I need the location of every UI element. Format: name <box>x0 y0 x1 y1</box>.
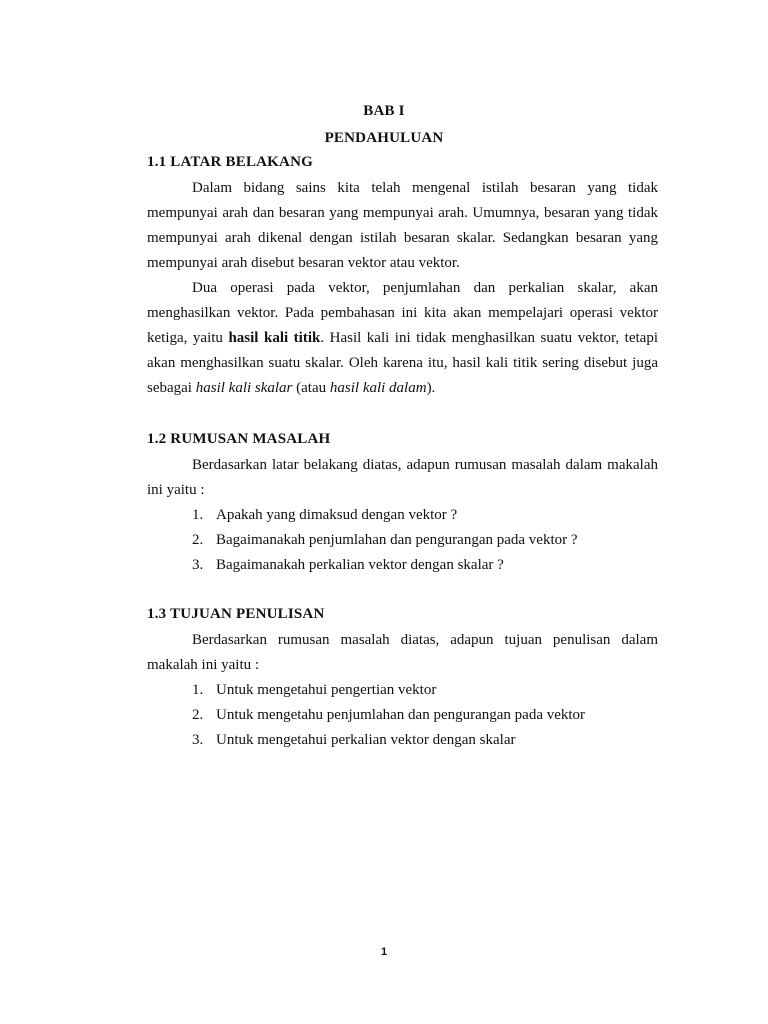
section-heading-latar-belakang: 1.1 LATAR BELAKANG <box>147 154 313 170</box>
list-text: Bagaimanakah perkalian vektor dengan skalar ? <box>216 556 504 573</box>
paragraph-text: Berdasarkan latar belakang diatas, adapun rumusan masalah dalam makalah ini yaitu : <box>147 457 658 498</box>
list-number: 3. <box>192 731 204 748</box>
list-text: Bagaimanakah penjumlahan dan pengurangan pada vektor ? <box>216 531 578 548</box>
chapter-label: BAB I <box>363 103 405 119</box>
paragraph-tujuan-intro <box>147 628 658 678</box>
list-item <box>192 503 578 528</box>
list-item <box>192 528 578 553</box>
paragraph-text: Dalam bidang sains kita telah mengenal istilah besaran yang tidak mempunyai arah dan besaran yang mempunyai arah. Umumnya, besaran yang tidak mempunyai arah dikenal dengan istilah besaran skalar. Sedangkan besaran yang mempunyai arah disebut besaran vektor atau vektor. <box>147 180 658 271</box>
list-number: 2. <box>192 531 204 548</box>
paragraph-latar-belakang-2 <box>147 276 658 401</box>
paragraph-text: Berdasarkan rumusan masalah diatas, adapun tujuan penulisan dalam makalah ini yaitu : <box>147 632 658 673</box>
page-number: 1 <box>380 946 388 958</box>
bold-term-hasil-kali-titik: hasil kali titik <box>228 329 321 346</box>
paragraph-latar-belakang-1 <box>147 176 658 276</box>
list-rumusan-masalah <box>192 503 578 578</box>
paragraph-text: (atau <box>292 379 330 396</box>
list-text: Untuk mengetahui pengertian vektor <box>216 682 437 698</box>
italic-term-hasil-kali-skalar: hasil kali skalar <box>195 379 293 396</box>
list-number: 2. <box>192 706 204 723</box>
chapter-title: PENDAHULUAN <box>324 130 444 146</box>
paragraph-text: . Hasil kali ini tidak menghasilkan suatu vektor, tetapi akan menghasilkan suatu skalar. Oleh karena itu, hasil kali titik sering disebut juga sebagai <box>147 329 658 396</box>
paragraph-rumusan-intro <box>147 453 658 503</box>
section-heading-rumusan-masalah: 1.2 RUMUSAN MASALAH <box>147 431 331 447</box>
list-text: Untuk mengetahui perkalian vektor dengan skalar <box>216 731 516 748</box>
list-text: Apakah yang dimaksud dengan vektor ? <box>216 507 458 523</box>
paragraph-text: Dua operasi pada vektor, penjumlahan dan perkalian skalar, akan menghasilkan vektor. Pada pembahasan ini kita akan mempelajari operasi vektor ketiga, yaitu <box>147 280 658 346</box>
section-heading-tujuan-penulisan: 1.3 TUJUAN PENULISAN <box>147 606 325 622</box>
italic-term-hasil-kali-dalam: hasil kali dalam <box>329 379 427 396</box>
list-number: 1. <box>192 507 204 523</box>
list-text: Untuk mengetahu penjumlahan dan pengurangan pada vektor <box>216 706 586 723</box>
list-number: 1. <box>192 682 204 698</box>
paragraph-text: ). <box>426 379 436 396</box>
list-tujuan-penulisan <box>192 678 585 753</box>
list-item <box>192 553 578 578</box>
list-item <box>192 703 585 728</box>
list-item <box>192 728 585 753</box>
list-item <box>192 678 585 703</box>
list-number: 3. <box>192 556 204 573</box>
